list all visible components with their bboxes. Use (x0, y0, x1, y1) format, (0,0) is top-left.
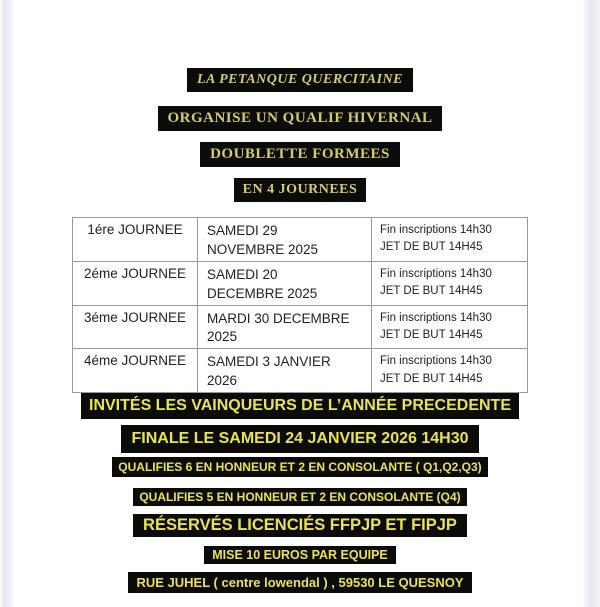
banner-reserved-licensees: RÉSERVÉS LICENCIÉS FFPJP ET FIPJP (133, 514, 467, 537)
journee-cell: 2éme JOURNEE (73, 261, 198, 305)
date-line: 2025 (207, 329, 238, 345)
banner-club-name: LA PETANQUE QUERCITAINE (187, 68, 413, 92)
info-cell (372, 261, 528, 305)
date-cell (198, 305, 372, 349)
banner-qualifies-q123: QUALIFIES 6 EN HONNEUR ET 2 EN CONSOLANTE ( Q1,Q2,Q3) (112, 457, 487, 477)
date-cell (198, 218, 372, 262)
info-cell (372, 218, 528, 262)
journee-cell: 4éme JOURNEE (73, 349, 198, 393)
banner-format: DOUBLETTE FORMEES (200, 142, 400, 167)
date-line: SAMEDI 29 (207, 223, 278, 238)
journee-cell: 1ére JOURNEE (73, 218, 198, 262)
info-line: Fin inscriptions 14h30 (380, 311, 492, 324)
date-line: MARDI 30 DECEMBRE (207, 310, 350, 326)
info-line: JET DE BUT 14H45 (380, 372, 483, 385)
date-line: DECEMBRE 2025 (207, 285, 318, 301)
banner-invites: INVITÉS LES VAINQUEURS DE L’ANNÉE PRECEDENTE (81, 393, 519, 419)
info-line: Fin inscriptions 14h30 (380, 267, 492, 280)
banner-days-count: EN 4 JOURNEES (234, 178, 367, 202)
info-line: Fin inscriptions 14h30 (380, 355, 492, 368)
table-row (73, 349, 528, 393)
date-line: NOVEMBRE 2025 (207, 241, 319, 257)
banner-entry-fee: MISE 10 EUROS PAR EQUIPE (204, 546, 396, 564)
banner-qualifies-q4: QUALIFIES 5 EN HONNEUR ET 2 EN CONSOLANTE (Q4) (133, 488, 466, 506)
info-line: JET DE BUT 14H45 (380, 285, 483, 298)
table-row (73, 261, 528, 305)
date-cell (198, 349, 372, 393)
date-line: SAMEDI 20 (207, 266, 278, 282)
table-row (73, 305, 528, 349)
table-row (73, 218, 528, 262)
info-line: JET DE BUT 14H45 (380, 241, 483, 254)
info-cell (372, 349, 528, 393)
banner-address: RUE JUHEL ( centre lowendal ) , 59530 LE QUESNOY (128, 572, 471, 593)
date-cell (198, 261, 372, 305)
info-line: Fin inscriptions 14h30 (380, 224, 492, 236)
date-line: 2026 (207, 373, 238, 389)
schedule-table (72, 217, 528, 393)
info-line: JET DE BUT 14H45 (380, 328, 483, 341)
info-cell (372, 305, 528, 349)
date-line: SAMEDI 3 JANVIER (207, 354, 331, 370)
journee-cell: 3éme JOURNEE (73, 305, 198, 349)
banner-finale: FINALE LE SAMEDI 24 JANVIER 2026 14H30 (121, 425, 478, 453)
banner-event-title: ORGANISE UN QUALIF HIVERNAL (158, 106, 441, 131)
